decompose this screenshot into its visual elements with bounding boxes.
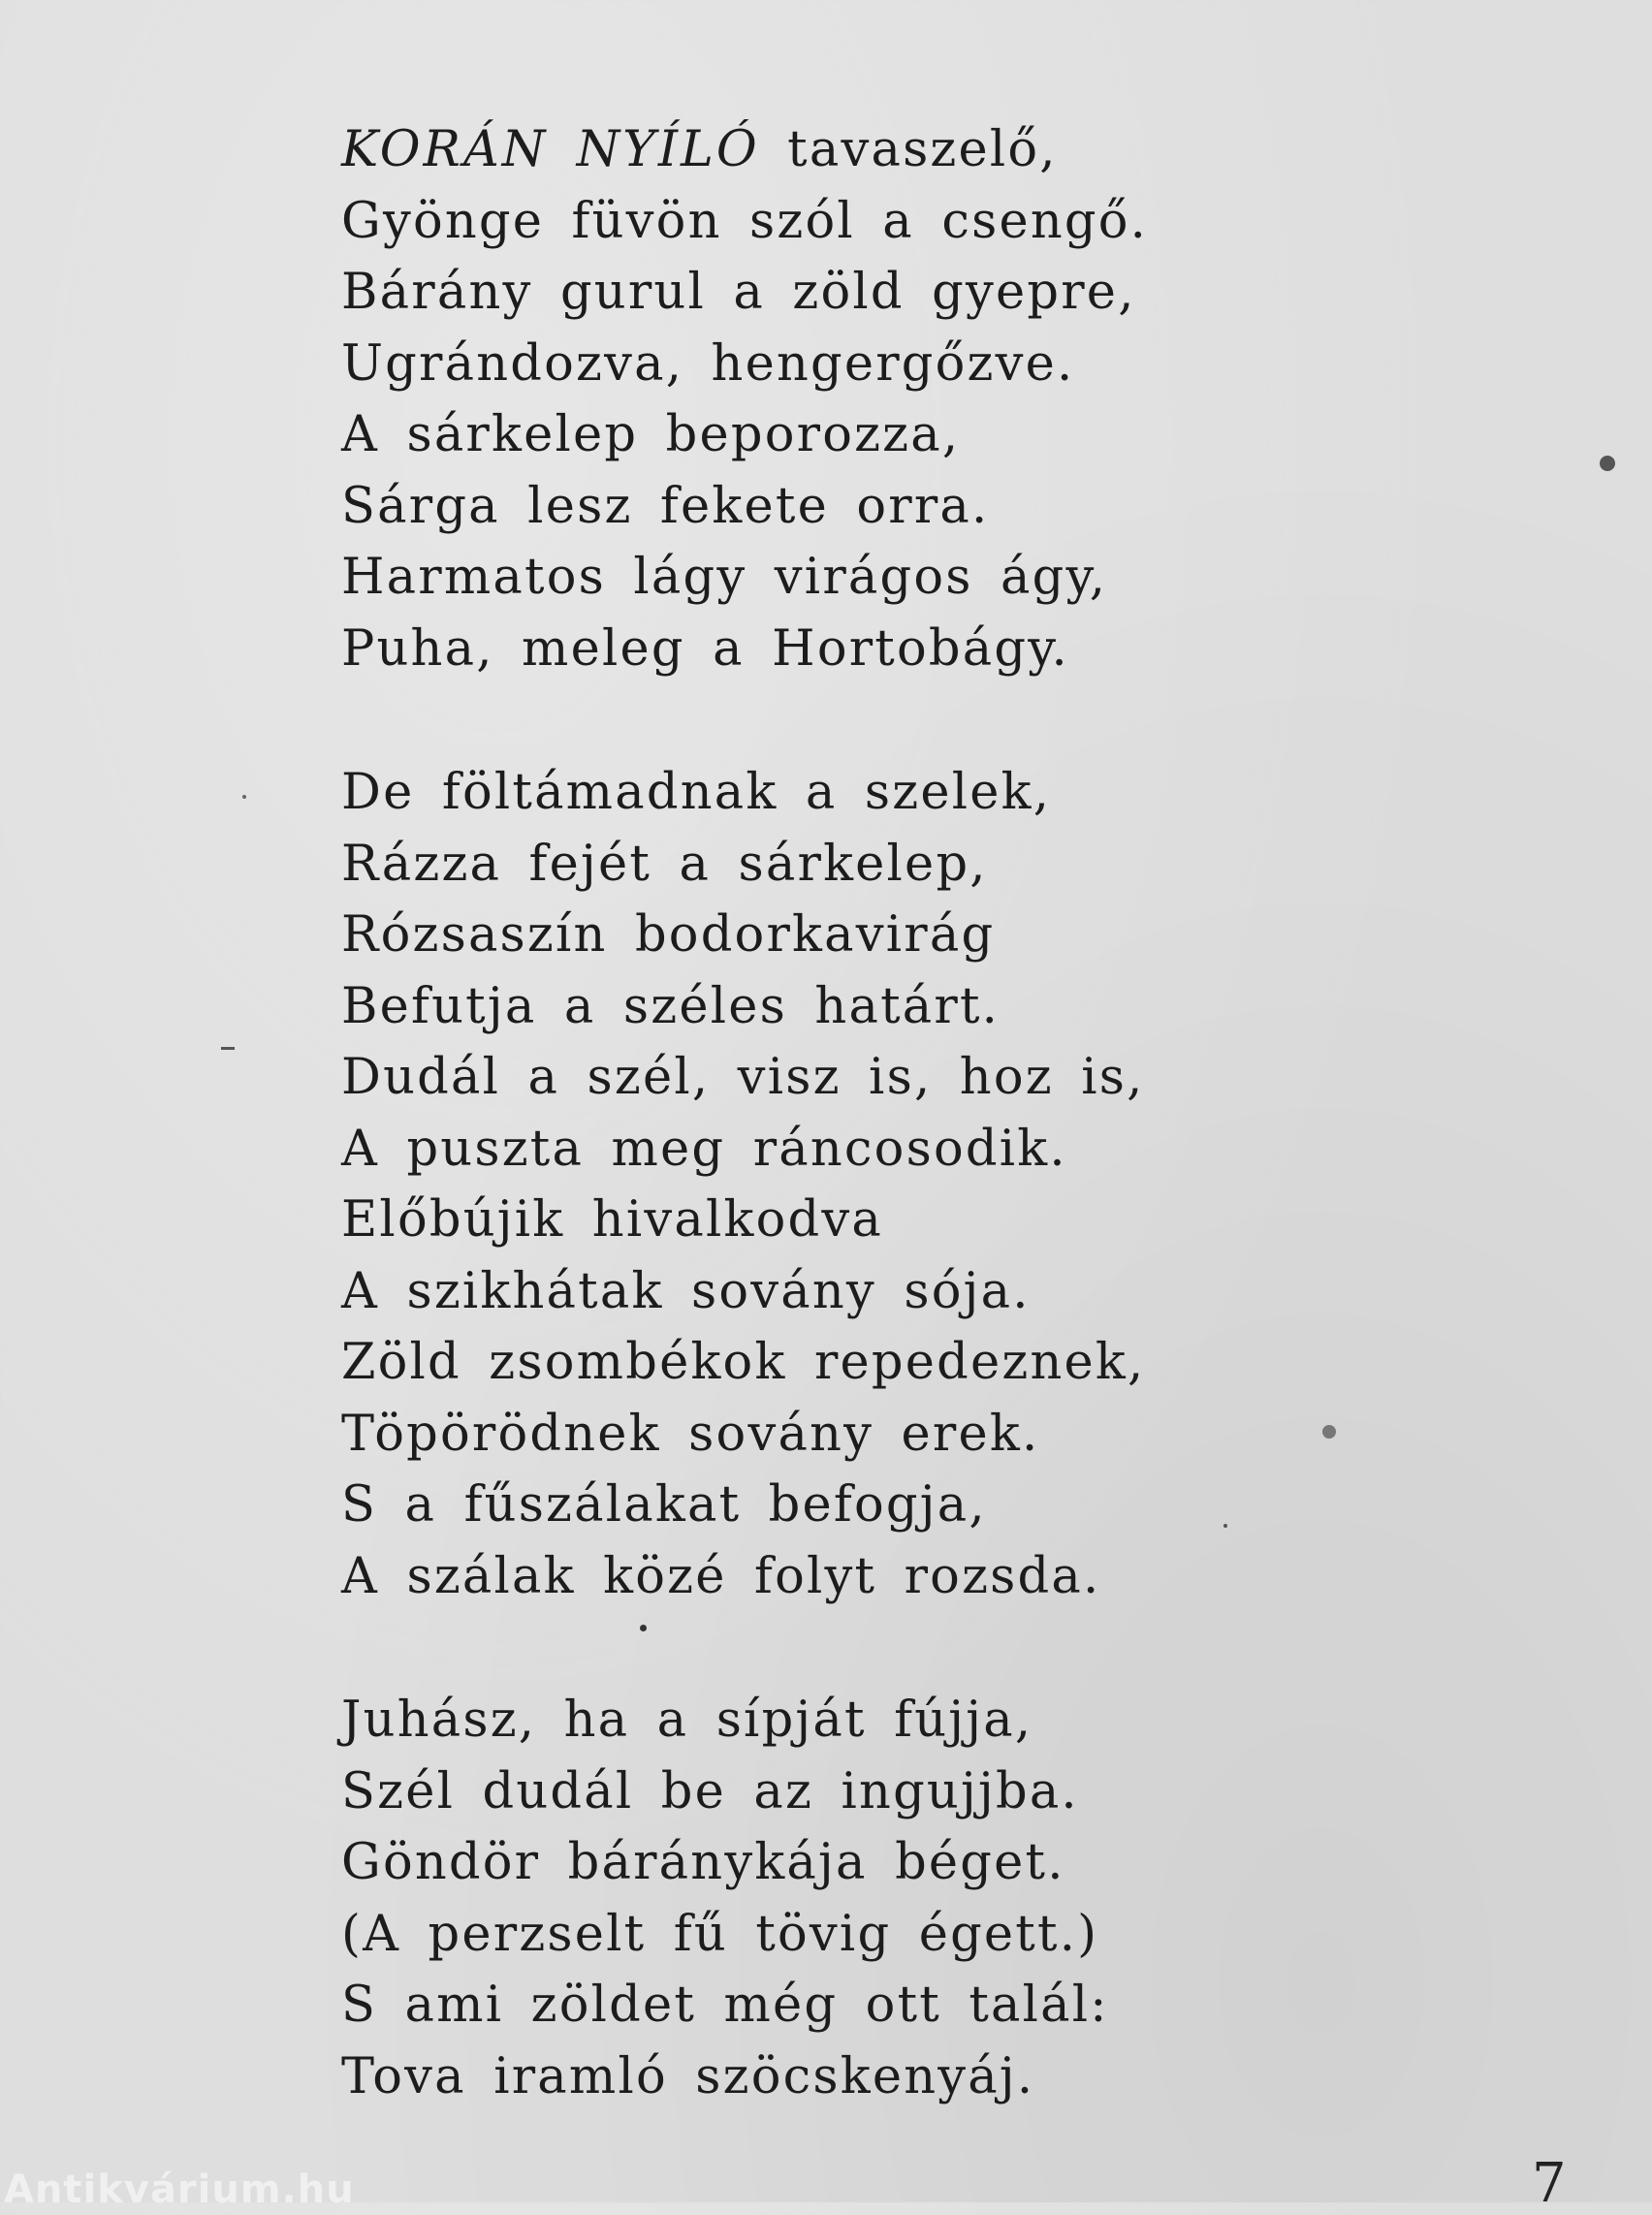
paper-speck <box>1600 456 1615 471</box>
poem-line: Sárga lesz fekete orra. <box>341 477 990 535</box>
poem-line: Előbújik hivalkodva <box>341 1191 883 1249</box>
poem-line: Dudál a szél, visz is, hoz is, <box>341 1049 1145 1106</box>
watermark: Antikvárium.hu <box>4 2168 355 2212</box>
paper-speck <box>1322 1425 1336 1439</box>
poem-line: De föltámadnak a szelek, <box>341 764 1052 821</box>
poem-line: Rózsaszín bodorkavirág <box>341 906 996 964</box>
poem-line <box>341 114 1311 186</box>
poem <box>341 114 1311 2112</box>
poem-line: (A perzselt fű tövig égett.) <box>341 1905 1099 1963</box>
poem-line: Gyönge füvön szól a csengő. <box>341 192 1149 250</box>
poem-line: Harmatos lágy virágos ágy, <box>341 549 1108 606</box>
poem-line: Rázza fejét a sárkelep, <box>341 835 988 893</box>
poem-line: A sárkelep beporozza, <box>341 406 961 463</box>
poem-line: Befutja a széles határt. <box>341 977 1001 1035</box>
stanza-3 <box>341 1685 1311 2112</box>
poem-line-rest: tavaszelő, <box>759 121 1058 178</box>
poem-opening-words: KORÁN NYÍLÓ <box>341 121 760 178</box>
stanza-1 <box>341 114 1311 684</box>
poem-line: A szálak közé folyt rozsda. <box>341 1547 1101 1605</box>
poem-line: S a fűszálakat befogja, <box>341 1476 987 1534</box>
paper-speck <box>640 1625 647 1631</box>
poem-line: Göndör báránykája béget. <box>341 1834 1065 1891</box>
paper-speck <box>1223 1524 1227 1528</box>
poem-line: Juhász, ha a sípját fújja, <box>341 1692 1033 1749</box>
poem-line: A szikhátak sovány sója. <box>341 1262 1031 1320</box>
poem-line: S ami zöldet még ott talál: <box>341 1977 1109 2034</box>
poem-line: Ugrándozva, hengergőzve. <box>341 334 1075 393</box>
paper-mark <box>221 1047 235 1050</box>
poem-line: Tova iramló szöcskenyáj. <box>341 2047 1035 2105</box>
poem-line: Puha, meleg a Hortobágy. <box>341 619 1069 678</box>
paper-speck <box>242 795 246 799</box>
stanza-2 <box>341 757 1311 1612</box>
poem-line: Töpörödnek sovány erek. <box>341 1405 1040 1463</box>
poem-line: A puszta meg ráncosodik. <box>341 1120 1067 1178</box>
poem-line: Szél dudál be az ingujjba. <box>341 1762 1079 1820</box>
poem-line: Zöld zsombékok repedeznek, <box>341 1334 1146 1391</box>
page-number: 7 <box>1532 2152 1567 2215</box>
poem-line: Bárány gurul a zöld gyepre, <box>341 264 1136 321</box>
